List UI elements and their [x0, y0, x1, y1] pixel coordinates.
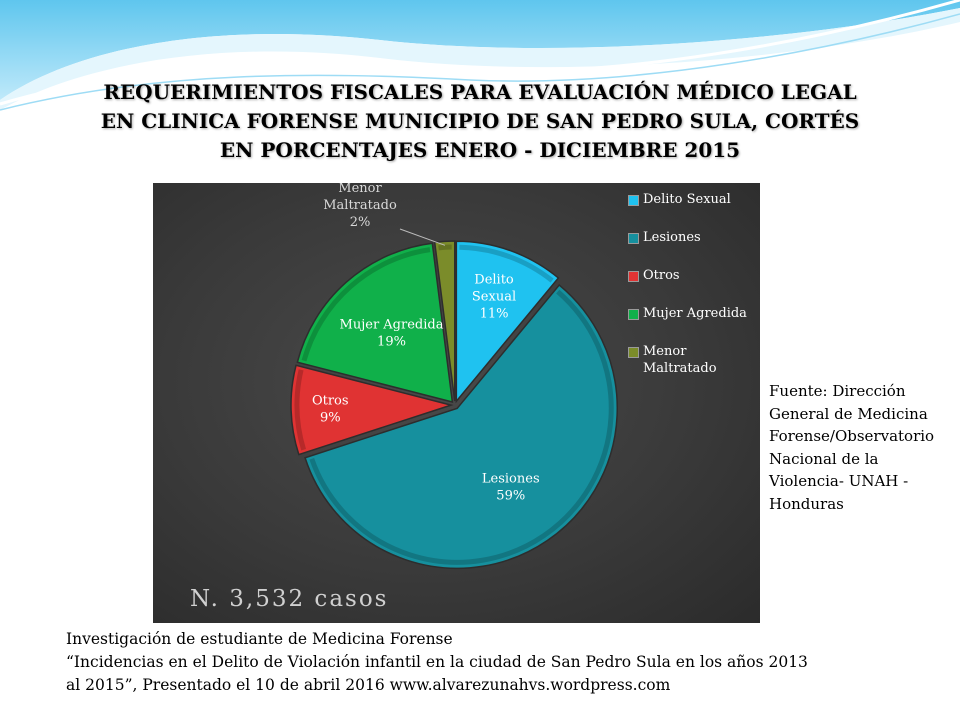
- pie-slice-shade-menor-maltratado: [439, 247, 452, 248]
- legend-label: Otros: [643, 268, 680, 283]
- slice-label-line: Maltratado: [323, 198, 397, 213]
- slice-label-menor-maltratado: [323, 183, 397, 230]
- legend-label: Delito Sexual: [643, 192, 731, 207]
- callout-line-menor-maltratado: [400, 229, 445, 245]
- legend-swatch: [628, 271, 639, 282]
- slice-label-line: Delito: [474, 272, 514, 288]
- slice-label-line: 11%: [479, 306, 509, 322]
- legend-label: Menor Maltratado: [643, 344, 717, 376]
- legend-item-menor-maltratado: [628, 343, 758, 381]
- footer-note: [66, 628, 946, 697]
- legend-label: Mujer Agredida: [643, 306, 747, 321]
- legend-item-delito-sexual: [628, 191, 758, 229]
- chart-legend: [628, 191, 758, 381]
- legend-swatch: [628, 195, 639, 206]
- legend-swatch: [628, 233, 639, 244]
- legend-label: Lesiones: [643, 230, 701, 245]
- title-line-1: REQUERIMIENTOS FISCALES PARA EVALUACIÓN MÉDICO LEGAL: [103, 80, 857, 104]
- legend-item-mujer-agredida: [628, 305, 758, 343]
- legend-swatch: [628, 347, 639, 358]
- legend-item-lesiones: [628, 229, 758, 267]
- footer-line-2: “Incidencias en el Delito de Violación infantil en la ciudad de San Pedro Sula en los años 2013: [66, 653, 808, 671]
- slice-label-line: 59%: [496, 488, 526, 504]
- legend-swatch: [628, 309, 639, 320]
- slice-label-line: Lesiones: [481, 471, 540, 487]
- slice-label-line: 9%: [319, 410, 341, 426]
- slice-label-line: Otros: [311, 393, 349, 409]
- pie-chart: [153, 183, 760, 623]
- footer-line-3: al 2015”, Presentado el 10 de abril 2016 www.alvarezunahvs.wordpress.com: [66, 676, 671, 694]
- slice-label-line: 2%: [349, 215, 371, 230]
- slice-label-line: 19%: [377, 334, 406, 350]
- title-line-3: EN PORCENTAJES ENERO - DICIEMBRE 2015: [219, 138, 741, 162]
- page-title: [60, 78, 900, 165]
- title-line-2: EN CLINICA FORENSE MUNICIPIO DE SAN PEDRO SULA, CORTÉS: [100, 109, 860, 133]
- cases-count-annotation: N. 3,532 casos: [190, 586, 389, 612]
- slice-label-line: Sexual: [471, 289, 517, 305]
- slice-label-line: Mujer Agredida: [339, 317, 444, 333]
- source-note: Fuente: Dirección General de Medicina Forense/Observatorio Nacional de la Violencia- UNAH - Honduras: [769, 382, 935, 513]
- legend-item-otros: [628, 267, 758, 305]
- slice-label-line: Menor: [338, 183, 382, 196]
- footer-line-1: Investigación de estudiante de Medicina Forense: [66, 630, 453, 648]
